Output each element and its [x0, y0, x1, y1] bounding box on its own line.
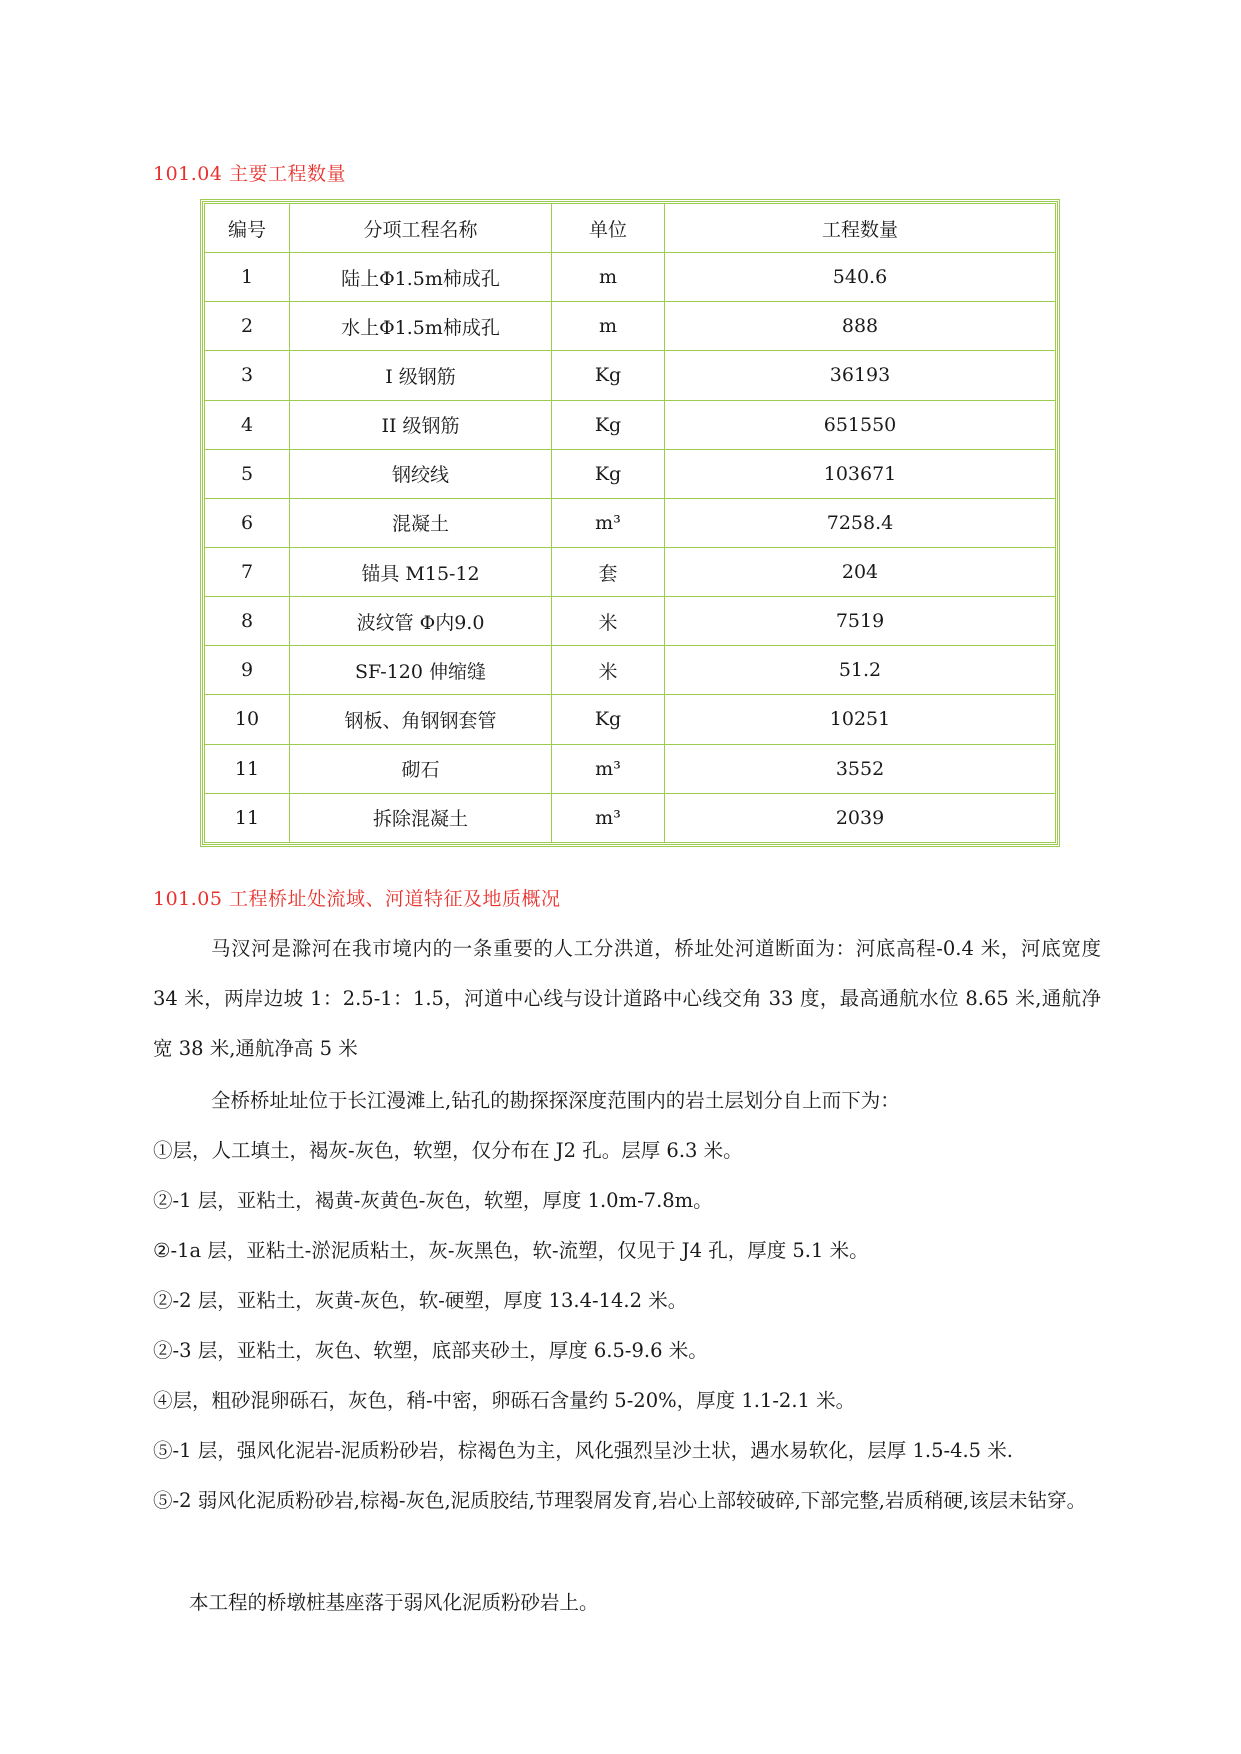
cell-no: 11: [205, 793, 290, 842]
cell-no: 4: [205, 400, 290, 449]
cell-qty: 540.6: [665, 253, 1056, 302]
header-cell-name: 分项工程名称: [290, 204, 552, 253]
cell-unit: m³: [552, 744, 665, 793]
cell-name: SF-120 伸缩缝: [290, 646, 552, 695]
table-row: [205, 253, 1056, 302]
cell-unit: 米: [552, 597, 665, 646]
paragraph-strata-intro: 全桥桥址址位于长江漫滩上,钻孔的勘探探深度范围内的岩土层划分自上而下为：: [211, 1089, 900, 1112]
cell-qty: 103671: [665, 449, 1056, 498]
cell-unit: Kg: [552, 695, 665, 744]
cell-qty: 204: [665, 547, 1056, 596]
cell-qty: 7519: [665, 597, 1056, 646]
cell-qty: 3552: [665, 744, 1056, 793]
cell-qty: 36193: [665, 351, 1056, 400]
cell-no: 11: [205, 744, 290, 793]
strata-item: ⑤-2 弱风化泥质粉砂岩,棕褐-灰色,泥质胶结,节理裂屑发育,岩心上部较破碎,下部完整,岩质稍硬,该层未钻穿。: [153, 1489, 1087, 1512]
section-heading-geology: 101.05 工程桥址处流域、河道特征及地质概况: [153, 888, 561, 910]
quantities-table-frame: [200, 199, 1060, 847]
cell-qty: 10251: [665, 695, 1056, 744]
cell-unit: m: [552, 253, 665, 302]
cell-unit: Kg: [552, 400, 665, 449]
cell-unit: m: [552, 302, 665, 351]
strata-item: ②-2 层，亚粘土，灰黄-灰色，软-硬塑，厚度 13.4-14.2 米。: [153, 1289, 688, 1312]
cell-unit: m³: [552, 498, 665, 547]
cell-qty: 2039: [665, 793, 1056, 842]
cell-name: 钢板、角钢钢套管: [290, 695, 552, 744]
cell-qty: 51.2: [665, 646, 1056, 695]
header-cell-no: 编号: [205, 204, 290, 253]
cell-no: 3: [205, 351, 290, 400]
cell-name: I 级钢筋: [290, 351, 552, 400]
cell-name: 波纹管 Φ内9.0: [290, 597, 552, 646]
strata-item: ④层，粗砂混卵砾石，灰色，稍-中密，卵砾石含量约 5-20%，厚度 1.1-2.1 米。: [153, 1389, 856, 1412]
table-header-row: [205, 204, 1056, 253]
table-row: [205, 498, 1056, 547]
strata-item: ②-3 层，亚粘土，灰色、软塑，底部夹砂土，厚度 6.5-9.6 米。: [153, 1339, 708, 1362]
cell-no: 6: [205, 498, 290, 547]
table-row: [205, 646, 1056, 695]
cell-unit: Kg: [552, 449, 665, 498]
cell-unit: 米: [552, 646, 665, 695]
cell-no: 10: [205, 695, 290, 744]
cell-qty: 888: [665, 302, 1056, 351]
cell-name: 水上Φ1.5m柿成孔: [290, 302, 552, 351]
table-row: [205, 744, 1056, 793]
table-row: [205, 351, 1056, 400]
table-row: [205, 695, 1056, 744]
header-cell-qty: 工程数量: [665, 204, 1056, 253]
table-row: [205, 793, 1056, 842]
cell-no: 7: [205, 547, 290, 596]
cell-name: 锚具 M15-12: [290, 547, 552, 596]
paragraph-river-description: 马汊河是滁河在我市境内的一条重要的人工分洪道，桥址处河道断面为：河底高程-0.4 米，河底宽度 34 米，两岸边坡 1：2.5-1：1.5，河道中心线与设计道路中心线交角 33 度，最高通航水位 8.65 米,通航净宽 38 米,通航净高 5 米: [153, 937, 1101, 1060]
strata-list: [153, 1126, 1101, 1526]
section-heading-quantities: 101.04 主要工程数量: [153, 163, 347, 185]
table-row: [205, 597, 1056, 646]
strata-item: ①层，人工填土，褐灰-灰色，软塑，仅分布在 J2 孔。层厚 6.3 米。: [153, 1139, 743, 1162]
cell-no: 9: [205, 646, 290, 695]
table-row: [205, 449, 1056, 498]
cell-name: 砌石: [290, 744, 552, 793]
cell-unit: m³: [552, 793, 665, 842]
table-row: [205, 302, 1056, 351]
cell-name: II 级钢筋: [290, 400, 552, 449]
cell-name: 钢绞线: [290, 449, 552, 498]
strata-item: ②-1a 层，亚粘土-淤泥质粘土，灰-灰黑色，软-流塑，仅见于 J4 孔，厚度 5.1 米。: [153, 1239, 869, 1262]
cell-no: 2: [205, 302, 290, 351]
paragraph-foundation-note: 本工程的桥墩桩基座落于弱风化泥质粉砂岩上。: [189, 1591, 599, 1614]
cell-no: 8: [205, 597, 290, 646]
cell-name: 陆上Φ1.5m柿成孔: [290, 253, 552, 302]
strata-item: ②-1 层，亚粘土，褐黄-灰黄色-灰色，软塑，厚度 1.0m-7.8m。: [153, 1189, 713, 1212]
quantities-table: [204, 203, 1056, 843]
cell-qty: 651550: [665, 400, 1056, 449]
cell-name: 混凝土: [290, 498, 552, 547]
cell-no: 5: [205, 449, 290, 498]
table-row: [205, 547, 1056, 596]
table-row: [205, 400, 1056, 449]
cell-name: 拆除混凝土: [290, 793, 552, 842]
cell-unit: 套: [552, 547, 665, 596]
cell-unit: Kg: [552, 351, 665, 400]
header-cell-unit: 单位: [552, 204, 665, 253]
strata-item: ⑤-1 层，强风化泥岩-泥质粉砂岩，棕褐色为主，风化强烈呈沙土状，遇水易软化，层厚 1.5-4.5 米.: [153, 1439, 1013, 1462]
cell-no: 1: [205, 253, 290, 302]
cell-qty: 7258.4: [665, 498, 1056, 547]
